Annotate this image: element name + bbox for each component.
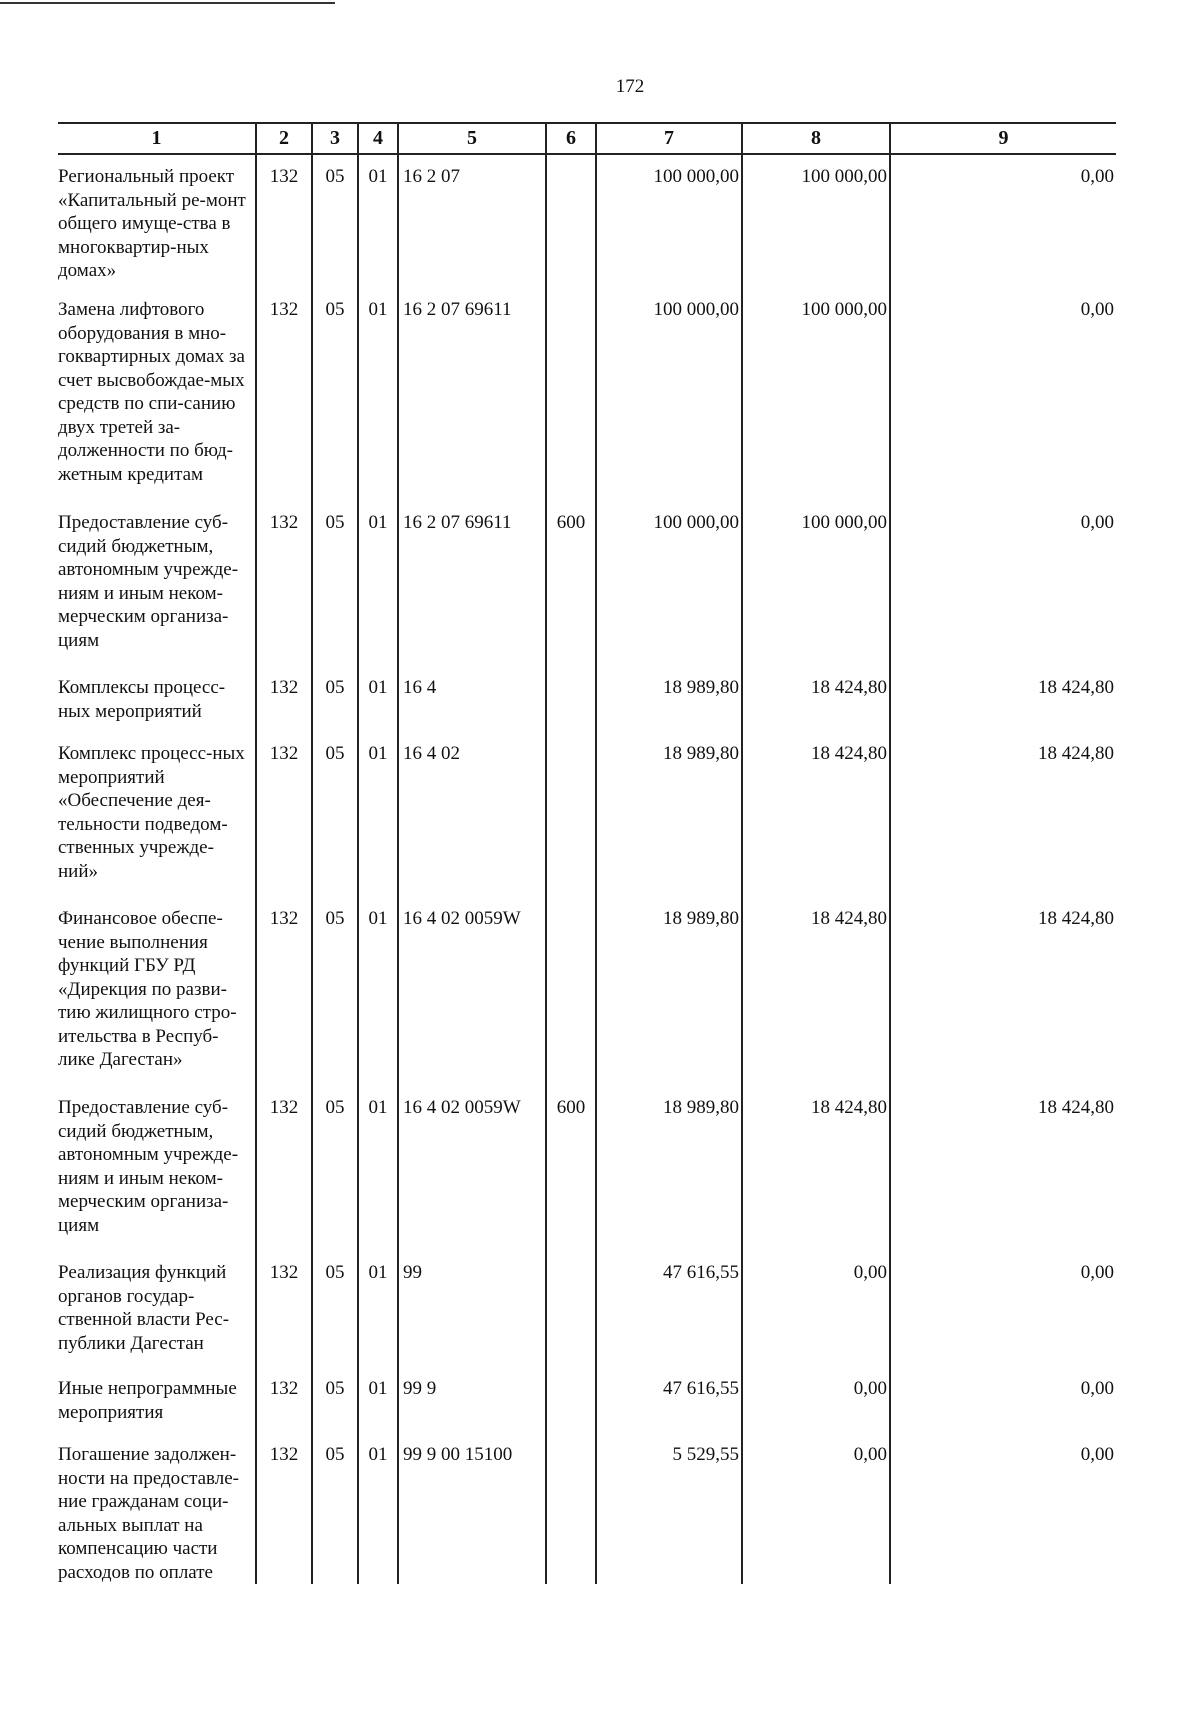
cell-col-6 <box>546 288 596 501</box>
cell-col-8: 0,00 <box>742 1251 890 1367</box>
cell-col-3: 05 <box>312 1433 358 1584</box>
cell-col-4: 01 <box>358 666 398 732</box>
cell-col-7: 100 000,00 <box>596 288 742 501</box>
top-rule <box>0 2 335 4</box>
cell-col-8: 100 000,00 <box>742 288 890 501</box>
cell-col-5: 16 2 07 <box>398 154 546 288</box>
header-col-8: 8 <box>742 123 890 154</box>
cell-col-7: 18 989,80 <box>596 666 742 732</box>
cell-col-5: 99 <box>398 1251 546 1367</box>
header-row <box>58 123 1116 154</box>
cell-col-6 <box>546 154 596 288</box>
cell-col-9: 0,00 <box>890 1367 1116 1433</box>
cell-col-5: 16 2 07 69611 <box>398 288 546 501</box>
cell-col-3: 05 <box>312 1251 358 1367</box>
cell-col-9: 0,00 <box>890 154 1116 288</box>
cell-col-2: 132 <box>256 288 312 501</box>
row-name-cell: Финансовое обеспе-чение выполнения функций ГБУ РД «Дирекция по разви-тию жилищного стро-ительства в Респуб-лике Дагестан» <box>58 908 237 1070</box>
cell-col-8: 18 424,80 <box>742 897 890 1086</box>
row-name-cell: Иные непрограммные мероприятия <box>58 1378 237 1423</box>
cell-col-6 <box>546 897 596 1086</box>
cell-col-8: 0,00 <box>742 1433 890 1584</box>
cell-col-8: 100 000,00 <box>742 154 890 288</box>
cell-col-5: 99 9 00 15100 <box>398 1433 546 1584</box>
row-name-cell: Комплексы процесс-ных мероприятий <box>58 677 226 722</box>
table-row <box>58 666 1116 732</box>
cell-col-2: 132 <box>256 897 312 1086</box>
cell-col-8: 18 424,80 <box>742 666 890 732</box>
cell-col-4: 01 <box>358 1367 398 1433</box>
cell-col-5: 16 2 07 69611 <box>398 501 546 666</box>
cell-col-4: 01 <box>358 1251 398 1367</box>
cell-col-7: 18 989,80 <box>596 1086 742 1251</box>
cell-col-5: 16 4 02 0059W <box>398 1086 546 1251</box>
cell-col-2: 132 <box>256 732 312 897</box>
cell-col-3: 05 <box>312 154 358 288</box>
cell-col-7: 47 616,55 <box>596 1251 742 1367</box>
cell-col-9: 0,00 <box>890 1433 1116 1584</box>
cell-col-9: 0,00 <box>890 1251 1116 1367</box>
cell-col-4: 01 <box>358 897 398 1086</box>
cell-col-6: 600 <box>546 1086 596 1251</box>
cell-col-2: 132 <box>256 154 312 288</box>
row-name-cell: Реализация функций органов государ-ственной власти Рес-публики Дагестан <box>58 1262 230 1354</box>
cell-col-4: 01 <box>358 1086 398 1251</box>
cell-col-2: 132 <box>256 1433 312 1584</box>
row-name-cell: Замена лифтового оборудования в мно-гоквартирных домах за счет высвобождае-мых средств по спи-санию двух третей за-долженности по бюд-жетным кредитам <box>58 299 245 485</box>
cell-col-5: 16 4 02 <box>398 732 546 897</box>
cell-col-8: 100 000,00 <box>742 501 890 666</box>
page-number: 172 <box>615 76 645 97</box>
header-col-1: 1 <box>58 123 256 154</box>
cell-col-2: 132 <box>256 501 312 666</box>
cell-col-4: 01 <box>358 154 398 288</box>
cell-col-8: 18 424,80 <box>742 1086 890 1251</box>
row-name-cell: Предоставление суб-сидий бюджетным, автономным учрежде-ниям и иным неком-мерческим организа-циям <box>58 1097 239 1236</box>
cell-col-9: 18 424,80 <box>890 1086 1116 1251</box>
cell-col-6 <box>546 1433 596 1584</box>
cell-col-4: 01 <box>358 1433 398 1584</box>
cell-col-4: 01 <box>358 732 398 897</box>
cell-col-7: 100 000,00 <box>596 154 742 288</box>
cell-col-6 <box>546 1251 596 1367</box>
table-row <box>58 1251 1116 1367</box>
cell-col-2: 132 <box>256 1251 312 1367</box>
cell-col-6 <box>546 666 596 732</box>
budget-table <box>58 122 1116 1584</box>
cell-col-4: 01 <box>358 288 398 501</box>
row-name-cell: Комплекс процесс-ных мероприятий «Обеспечение дея-тельности подведом-ственных учрежде-ний» <box>58 743 245 882</box>
row-name-cell: Предоставление суб-сидий бюджетным, автономным учрежде-ниям и иным неком-мерческим организа-циям <box>58 512 239 651</box>
cell-col-6 <box>546 1367 596 1433</box>
cell-col-9: 18 424,80 <box>890 666 1116 732</box>
cell-col-9: 18 424,80 <box>890 732 1116 897</box>
table-row <box>58 732 1116 897</box>
cell-col-3: 05 <box>312 732 358 897</box>
cell-col-9: 0,00 <box>890 288 1116 501</box>
cell-col-7: 5 529,55 <box>596 1433 742 1584</box>
table-row <box>58 154 1116 288</box>
header-col-5: 5 <box>398 123 546 154</box>
cell-col-5: 16 4 <box>398 666 546 732</box>
cell-col-2: 132 <box>256 666 312 732</box>
cell-col-2: 132 <box>256 1086 312 1251</box>
cell-col-3: 05 <box>312 897 358 1086</box>
header-col-4: 4 <box>358 123 398 154</box>
cell-col-3: 05 <box>312 666 358 732</box>
cell-col-7: 100 000,00 <box>596 501 742 666</box>
header-col-2: 2 <box>256 123 312 154</box>
table-row <box>58 1086 1116 1251</box>
cell-col-8: 0,00 <box>742 1367 890 1433</box>
cell-col-3: 05 <box>312 1086 358 1251</box>
cell-col-7: 47 616,55 <box>596 1367 742 1433</box>
table-row <box>58 1367 1116 1433</box>
cell-col-3: 05 <box>312 288 358 501</box>
table-row <box>58 501 1116 666</box>
header-col-9: 9 <box>890 123 1116 154</box>
table-row <box>58 288 1116 501</box>
cell-col-9: 0,00 <box>890 501 1116 666</box>
cell-col-5: 16 4 02 0059W <box>398 897 546 1086</box>
table-row <box>58 1433 1116 1584</box>
cell-col-3: 05 <box>312 1367 358 1433</box>
row-name-cell: Региональный проект «Капитальный ре-монт общего имуще-ства в многоквартир-ных домах» <box>58 166 246 281</box>
cell-col-8: 18 424,80 <box>742 732 890 897</box>
cell-col-6 <box>546 732 596 897</box>
row-name-cell: Погашение задолжен-ности на предоставле-ние гражданам соци-альных выплат на компенсацию части расходов по оплате <box>58 1444 240 1583</box>
cell-col-7: 18 989,80 <box>596 732 742 897</box>
cell-col-5: 99 9 <box>398 1367 546 1433</box>
header-col-6: 6 <box>546 123 596 154</box>
cell-col-9: 18 424,80 <box>890 897 1116 1086</box>
header-col-3: 3 <box>312 123 358 154</box>
cell-col-7: 18 989,80 <box>596 897 742 1086</box>
cell-col-4: 01 <box>358 501 398 666</box>
cell-col-6: 600 <box>546 501 596 666</box>
table-row <box>58 897 1116 1086</box>
header-col-7: 7 <box>596 123 742 154</box>
cell-col-3: 05 <box>312 501 358 666</box>
cell-col-2: 132 <box>256 1367 312 1433</box>
